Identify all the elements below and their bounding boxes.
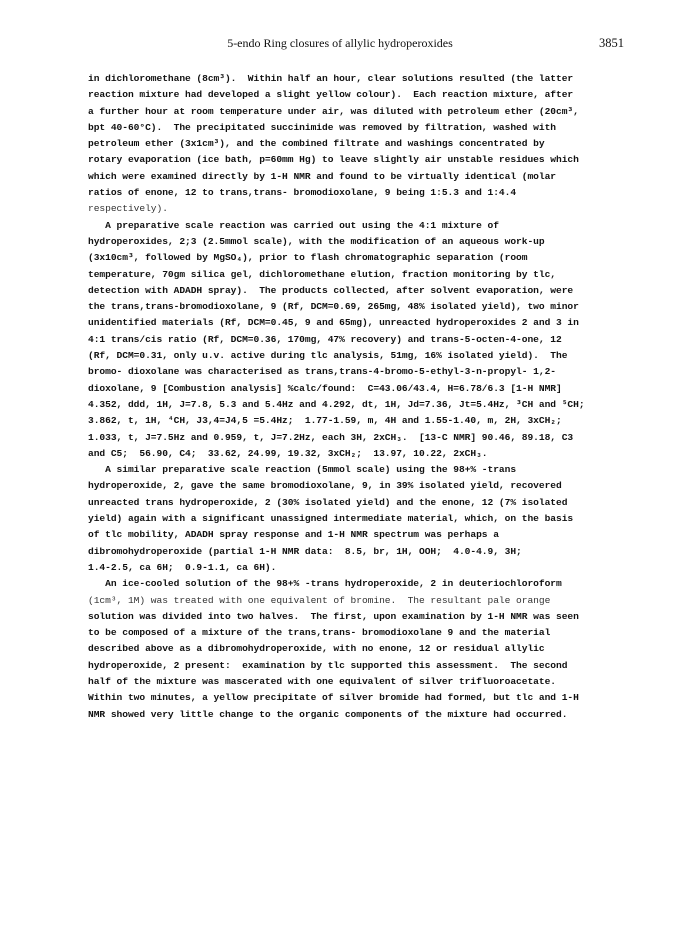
text-line: a further hour at room temperature under air, was diluted with petroleum ether (20cm³,	[88, 105, 579, 117]
text-line: bromo- dioxolane was characterised as trans,trans-4-bromo-5-ethyl-3-n-propyl- 1,2-	[88, 366, 556, 378]
text-line: respectively).	[88, 203, 168, 215]
text-line: dioxolane, 9 [Combustion analysis] %calc/found: C=43.06/43.4, H=6.78/6.3 [1-H NMR]	[88, 382, 562, 394]
text-line: (Rf, DCM=0.31, only u.v. active during tlc analysis, 51mg, 16% isolated yield). The	[88, 350, 568, 362]
text-line: 1.4-2.5, ca 6H; 0.9-1.1, ca 6H).	[88, 561, 277, 573]
text-line: which were examined directly by 1-H NMR and found to be virtually identical (molar	[88, 170, 556, 182]
text-line: solution was divided into two halves. The first, upon examination by 1-H NMR was seen	[88, 610, 579, 622]
text-line: temperature, 70gm silica gel, dichloromethane elution, fraction monitoring by tlc,	[88, 268, 556, 280]
text-line: half of the mixture was mascerated with one equivalent of silver trifluoroacetate.	[88, 675, 556, 687]
text-line: yield) again with a significant unassigned intermediate material, which, on the basis	[88, 513, 574, 525]
text-line: described above as a dibromohydroperoxide, with no enone, 12 or residual allylic	[88, 643, 545, 655]
text-line: 4.352, ddd, 1H, J=7.8, 5.3 and 5.4Hz and 4.292, dt, 1H, Jd=7.36, Jt=5.4Hz, ³CH and ⁵CH;	[88, 398, 585, 410]
text-line: in dichloromethane (8cm³). Within half an hour, clear solutions resulted (the latter	[88, 73, 574, 84]
text-line: detection with ADADH spray). The products collected, after solvent evaporation, were	[88, 284, 574, 296]
text-line: 1.033, t, J=7.5Hz and 0.959, t, J=7.2Hz, each 3H, 2xCH₃. [13-C NMR] 90.46, 89.18, C3	[88, 431, 574, 443]
text-line: NMR showed very little change to the organic components of the mixture had occurred.	[88, 708, 568, 720]
text-line: ratios of enone, 12 to trans,trans- bromodioxolane, 9 being 1:5.3 and 1:4.4	[88, 187, 517, 199]
text-line: rotary evaporation (ice bath, p=60mm Hg) to leave slightly air unstable residues which	[88, 154, 579, 166]
text-line: the trans,trans-bromodioxolane, 9 (Rf, DCM=0.69, 265mg, 48% isolated yield), two minor	[88, 301, 579, 313]
running-title: 5-endo Ring closures of allylic hydroperoxides	[227, 36, 453, 50]
body-text	[88, 71, 618, 723]
text-line: (1cm³, 1M) was treated with one equivalent of bromine. The resultant pale orange	[88, 594, 551, 606]
paragraph-start-line: A preparative scale reaction was carried out using the 4:1 mixture of	[88, 219, 499, 231]
text-line: hydroperoxide, 2, gave the same bromodioxolane, 9, in 39% isolated yield, recovered	[88, 480, 562, 492]
text-line: unreacted trans hydroperoxide, 2 (30% isolated yield) and the enone, 12 (7% isolated	[88, 496, 568, 508]
text-line: to be composed of a mixture of the trans,trans- bromodioxolane 9 and the material	[88, 627, 551, 639]
page-header	[0, 36, 680, 54]
text-line: bpt 40-60°C). The precipitated succinimide was removed by filtration, washed with	[88, 121, 556, 133]
text-line: dibromohydroperoxide (partial 1-H NMR data: 8.5, br, 1H, OOH; 4.0-4.9, 3H;	[88, 545, 522, 557]
text-line: of tlc mobility, ADADH spray response and 1-H NMR spectrum was perhaps a	[88, 529, 499, 541]
paragraph-start-line: A similar preparative scale reaction (5mmol scale) using the 98+% -trans	[88, 464, 517, 476]
text-line: (3x10cm³, followed by MgSO₄), prior to flash chromatographic separation (room	[88, 252, 528, 264]
page-number: 3851	[599, 36, 624, 50]
text-line: and C5; 56.90, C4; 33.62, 24.99, 19.32, 3xCH₂; 13.97, 10.22, 2xCH₃.	[88, 447, 488, 459]
text-line: reaction mixture had developed a slight yellow colour). Each reaction mixture, after	[88, 89, 574, 101]
text-line: 3.862, t, 1H, ⁴CH, J3,4=J4,5 =5.4Hz; 1.77-1.59, m, 4H and 1.55-1.40, m, 2H, 3xCH₂;	[88, 415, 562, 427]
text-line: unidentified materials (Rf, DCM=0.45, 9 and 65mg), unreacted hydroperoxides 2 and 3 in	[88, 317, 579, 329]
text-line: hydroperoxides, 2;3 (2.5mmol scale), with the modification of an aqueous work-up	[88, 235, 545, 247]
text-line: petroleum ether (3x1cm³), and the combined filtrate and washings concentrated by	[88, 138, 545, 150]
paragraph-start-line: An ice-cooled solution of the 98+% -trans hydroperoxide, 2 in deuteriochloroform	[88, 578, 562, 590]
text-line: 4:1 trans/cis ratio (Rf, DCM=0.36, 170mg, 47% recovery) and trans-5-octen-4-one, 12	[88, 333, 562, 345]
text-line: Within two minutes, a yellow precipitate of silver bromide had formed, but tlc and 1-H	[88, 692, 579, 704]
text-line: hydroperoxide, 2 present: examination by tlc supported this assessment. The second	[88, 659, 568, 671]
